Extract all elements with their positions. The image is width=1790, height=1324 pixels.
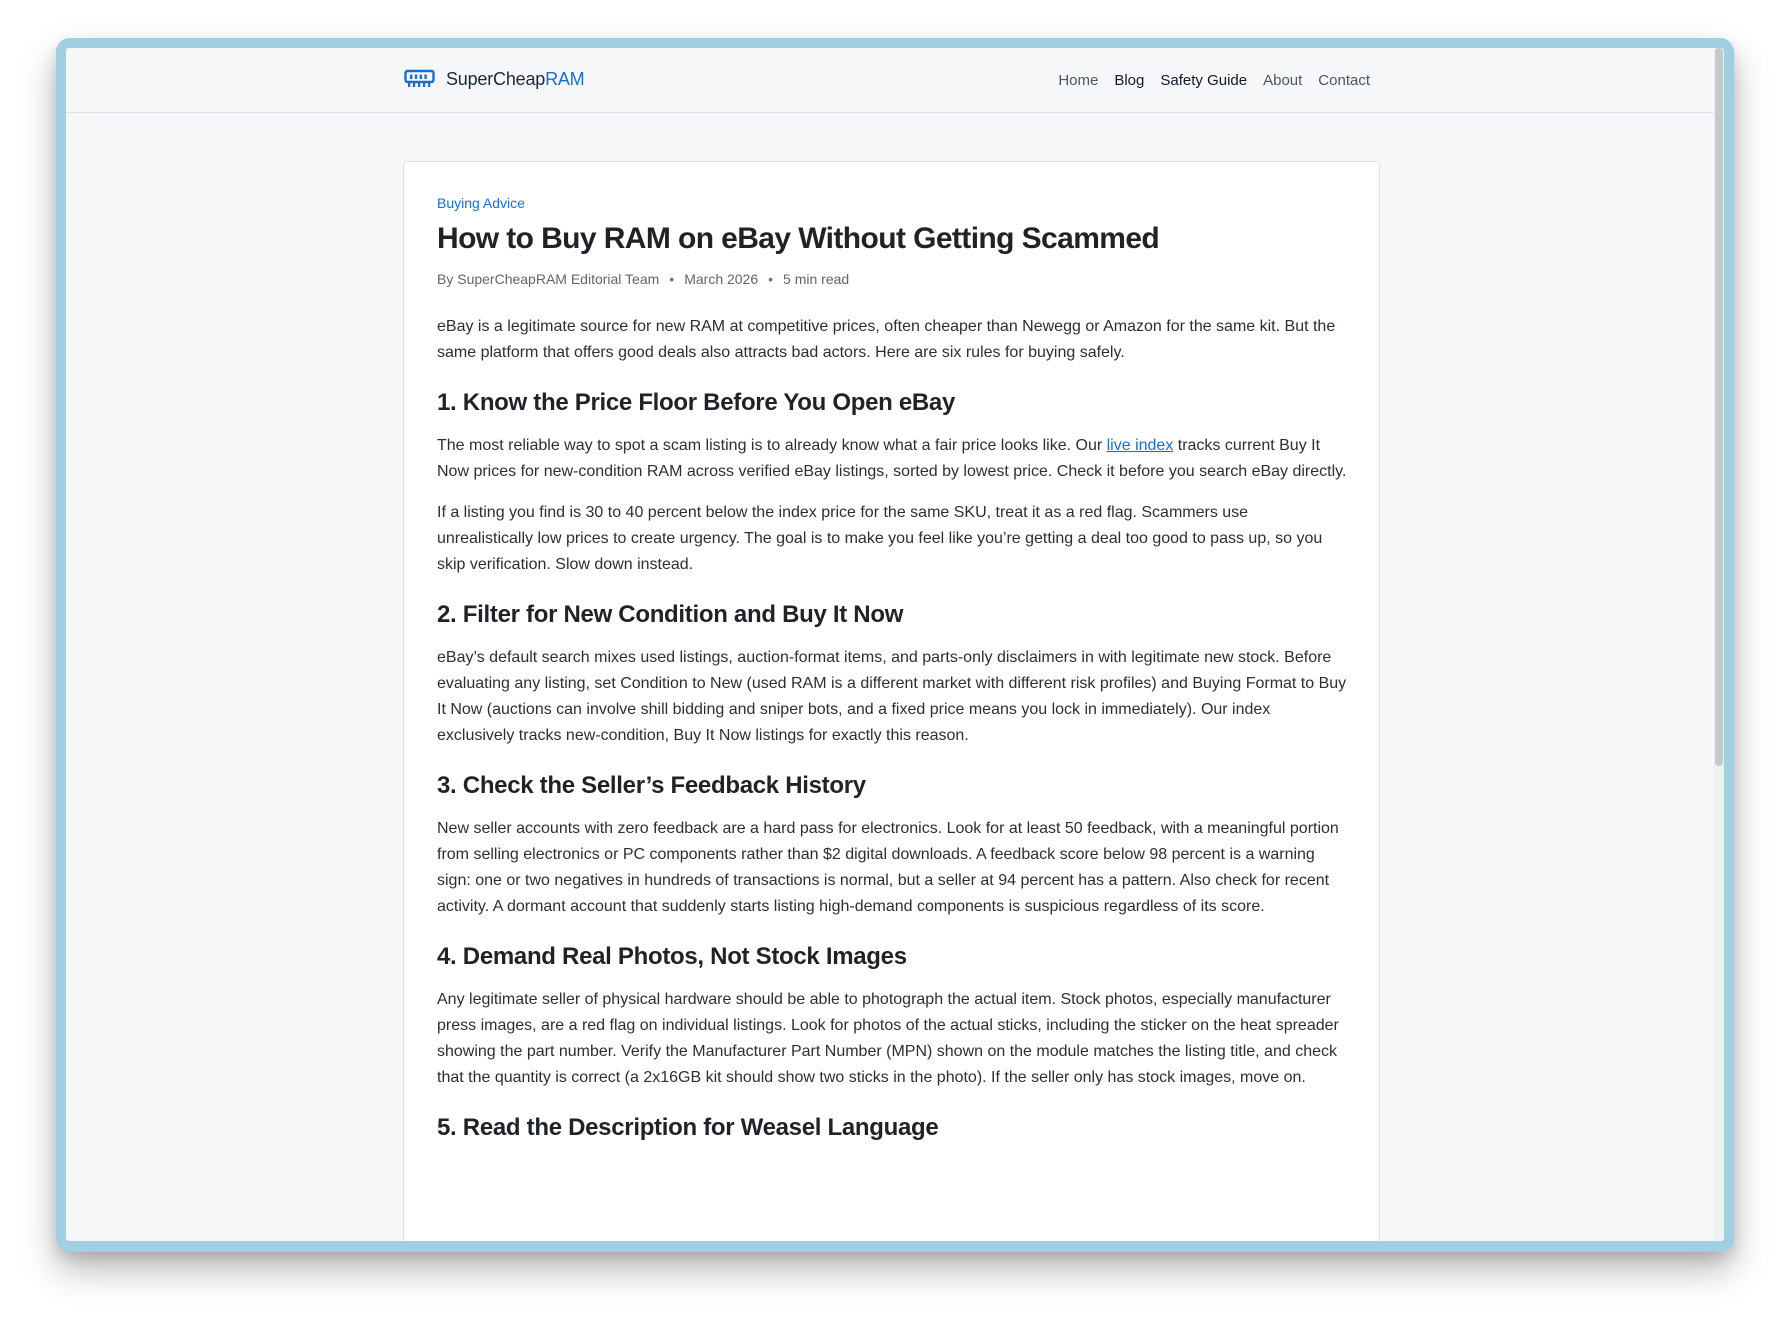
meta-separator: • — [768, 271, 774, 287]
nav-about[interactable]: About — [1263, 72, 1303, 89]
vertical-scrollbar[interactable] — [1714, 48, 1724, 1241]
nav-home[interactable]: Home — [1058, 72, 1099, 89]
nav-safety-guide[interactable]: Safety Guide — [1160, 72, 1248, 89]
browser-window-frame — [56, 38, 1734, 1252]
article-read-time: 5 min read — [783, 271, 850, 287]
section-1-text-after-link: tracks current Buy It Now prices for new-condition RAM across verified eBay listings, sorted by lowest price. Check it before you search eBay directly. — [437, 437, 1347, 480]
article-card — [403, 161, 1380, 1241]
article-author: By SuperCheapRAM Editorial Team — [437, 271, 660, 287]
main-nav — [1058, 72, 1370, 89]
article-category-link[interactable]: Buying Advice — [437, 195, 525, 211]
section-heading-3: 3. Check the Seller’s Feedback History — [437, 772, 866, 799]
nav-blog[interactable]: Blog — [1114, 72, 1145, 89]
section-1-text-before-link: The most reliable way to spot a scam listing is to already know what a fair price looks like. Our — [437, 437, 1107, 454]
article-title: How to Buy RAM on eBay Without Getting Scammed — [437, 222, 1160, 255]
article-intro: eBay is a legitimate source for new RAM at competitive prices, often cheaper than Newegg or Amazon for the same kit. But the same platform that offers good deals also attracts bad actors. Here are six rules for buying safely. — [437, 318, 1336, 361]
section-2-paragraph-1: eBay’s default search mixes used listings, auction-format items, and parts-only disclaimers in with legitimate new stock. Before evaluating any listing, set Condition to New (used RAM is a different market with different risk profiles) and Buying Format to Buy It Now (auctions can involve shill bidding and sniper bots, and a fixed price means you lock in immediately). Our index exclusively tracks new-condition, Buy It Now listings for exactly this reason. — [437, 649, 1347, 744]
section-heading-4: 4. Demand Real Photos, Not Stock Images — [437, 943, 907, 970]
brand-name-accent: RAM — [545, 68, 585, 89]
scrollbar-thumb[interactable] — [1715, 48, 1723, 766]
section-4-paragraph-1: Any legitimate seller of physical hardware should be able to photograph the actual item. Stock photos, especially manufacturer press images, are a red flag on individual listings. Look for photos of the actual sticks, including the sticker on the heat spreader showing the part number. Verify the Manufacturer Part Number (MPN) shown on the module matches the listing title, and check that the quantity is correct (a 2x16GB kit should show two sticks in the photo). If the seller only has stock images, move on. — [437, 991, 1339, 1086]
section-heading-1: 1. Know the Price Floor Before You Open eBay — [437, 389, 956, 416]
article-date: March 2026 — [684, 271, 759, 287]
live-index-link[interactable]: live index — [1106, 437, 1174, 454]
section-3-paragraph-1: New seller accounts with zero feedback are a hard pass for electronics. Look for at least 50 feedback, with a meaningful portion from selling electronics or PC components rather than $2 digital downloads. A feedback score below 98 percent is a warning sign: one or two negatives in hundreds of transactions is normal, but a seller at 94 percent has a pattern. Also check for recent activity. A dormant account that suddenly starts listing high-demand components is suspicious regardless of its score. — [437, 820, 1339, 915]
section-1-paragraph-1 — [437, 433, 1347, 485]
brand-name-main: SuperCheap — [446, 68, 546, 89]
nav-contact[interactable]: Contact — [1318, 72, 1370, 89]
article-meta — [437, 271, 1347, 287]
site-header — [66, 48, 1714, 113]
brand-name — [446, 69, 584, 90]
ram-module-icon — [404, 68, 435, 90]
brand-logo-link[interactable] — [404, 68, 584, 90]
meta-separator: • — [669, 271, 675, 287]
section-heading-5: 5. Read the Description for Weasel Language — [437, 1114, 939, 1141]
section-1-paragraph-2: If a listing you find is 30 to 40 percent below the index price for the same SKU, treat it as a red flag. Scammers use unrealistically low prices to create urgency. The goal is to make you feel like you’re getting a deal too good to pass up, so you skip verification. Slow down instead. — [437, 504, 1323, 573]
section-heading-2: 2. Filter for New Condition and Buy It Now — [437, 601, 904, 628]
page-viewport — [66, 48, 1724, 1241]
